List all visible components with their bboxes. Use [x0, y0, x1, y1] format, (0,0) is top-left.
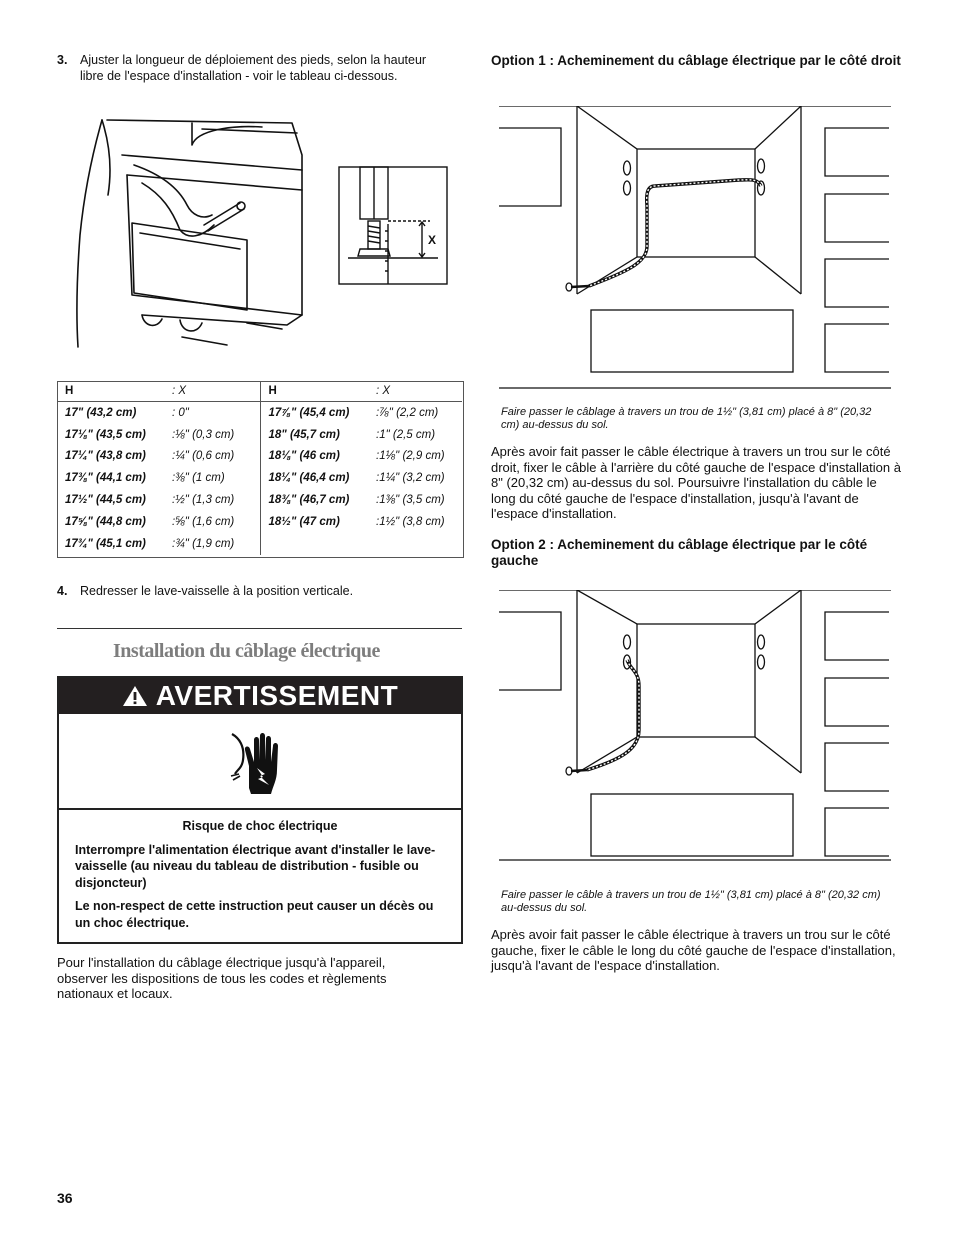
warning-line-1: Interrompre l'alimentation électrique avant d'installer le lave-vaisselle (au niveau du tableau de distribution - fusible ou disjoncteur) — [75, 842, 436, 890]
table-cell-x: :1" (2,5 cm) — [376, 428, 436, 441]
table-cell-h: 17½" (44,5 cm) — [65, 494, 146, 507]
option-2-title: Option 2 : Acheminement du câblage électrique par le côté gauche — [491, 537, 868, 568]
table-cell-h: 17¼" (43,8 cm) — [65, 450, 146, 463]
table-cell-h: 17⅜" (44,1 cm) — [65, 472, 146, 485]
table-cell-h: 18½" (47 cm) — [260, 511, 368, 533]
table-cell-x: :⅝" (1,6 cm) — [172, 515, 235, 528]
step-3-number: 3. — [57, 53, 68, 67]
step-4-text: Redresser le lave-vaisselle à la position verticale. — [80, 584, 354, 598]
option-1-caption: Faire passer le câblage à travers un trou de 1½" (3,81 cm) placé à 8" (20,32 cm) au-dessus du sol. — [501, 406, 872, 431]
table-row — [57, 511, 462, 533]
table-header-h1: H — [57, 381, 164, 402]
option-2-caption: Faire passer le câble à travers un trou de 1½" (3,81 cm) placé à 8" (20,32 cm) au-dessus du sol. — [501, 889, 881, 914]
table-header-row — [57, 381, 462, 402]
table-cell-h: 17⅞" (45,4 cm) — [260, 402, 368, 424]
table-cell-x — [368, 533, 462, 555]
table-cell-h: 17⅝" (44,8 cm) — [65, 515, 146, 528]
table-cell-h: 18¼" (46,4 cm) — [260, 467, 368, 489]
page-number: 36 — [57, 1190, 73, 1206]
table-cell-x: :1⅜" (3,5 cm) — [376, 494, 445, 507]
table-cell-x: :⅛" (0,3 cm) — [172, 428, 235, 441]
table-cell-x: :1½" (3,8 cm) — [376, 515, 445, 528]
leg-detail-diagram — [338, 166, 448, 286]
table-cell-h: 18⅜" (46,7 cm) — [260, 489, 368, 511]
table-cell-x: :¼" (0,6 cm) — [172, 450, 235, 463]
step-4-number: 4. — [57, 584, 68, 598]
warning-text-panel — [59, 810, 461, 931]
leg-x-label: X — [428, 233, 437, 247]
table-header-x1: : X — [164, 381, 260, 402]
warning-line-2: Le non-respect de cette instruction peut causer un décès ou un choc électrique. — [75, 899, 434, 930]
option-2-cabinet-diagram — [499, 590, 891, 872]
table-cell-h: 18⅛" (46 cm) — [260, 446, 368, 468]
table-row — [57, 489, 462, 511]
table-cell-x: :¾" (1,9 cm) — [172, 537, 235, 550]
warning-risk: Risque de choc électrique — [182, 819, 338, 833]
option-1-cabinet-diagram — [499, 106, 891, 396]
table-cell-x: :½" (1,3 cm) — [172, 494, 235, 507]
warning-header — [59, 678, 461, 714]
table-header-h2: H — [260, 381, 368, 402]
option-1-body: Après avoir fait passer le câble électrique à travers un trou sur le côté droit, fixer le câble à l'arrière du côté gauche de l'espace d'installation à 8" (20,32 cm) au-dessus du sol. Poursuivre l'installation du câble le long du côté gauche de l'espace d'installation, jusqu'à l'avant de l'espace d'installation. — [491, 444, 901, 522]
table-cell-x: :1⅛" (2,9 cm) — [376, 450, 445, 463]
table-row — [57, 533, 462, 555]
option-1-title: Option 1 : Acheminement du câblage électrique par le côté droit — [491, 53, 901, 68]
option-2-body: Après avoir fait passer le câble électrique à travers un trou sur le côté gauche, fixer le câble le long du côté gauche de l'espace d'installation, jusqu'à l'avant de l'espace d'installation. — [491, 927, 896, 974]
warning-triangle-icon — [122, 684, 148, 708]
table-row — [57, 446, 462, 468]
section-divider — [57, 628, 462, 629]
step-3-text: Ajuster la longueur de déploiement des pieds, selon la hauteur libre de l'espace d'installation - voir le tableau ci-dessous. — [80, 53, 427, 83]
height-table — [57, 381, 462, 555]
table-cell-x: :⅜" (1 cm) — [172, 472, 225, 485]
warning-box — [57, 676, 463, 944]
table-cell-h: 18" (45,7 cm) — [260, 424, 368, 446]
dishwasher-leveling-illustration — [62, 115, 322, 350]
table-cell-h: 17" (43,2 cm) — [65, 406, 137, 419]
table-cell-x: : 0" — [172, 406, 189, 419]
table-row — [57, 467, 462, 489]
table-cell-x: :⅞" (2,2 cm) — [376, 406, 439, 419]
table-header-x2: : X — [368, 381, 462, 402]
table-cell-h: 17¾" (45,1 cm) — [65, 537, 146, 550]
table-cell-h — [260, 533, 368, 555]
codes-paragraph: Pour l'installation du câblage électrique jusqu'à l'appareil, observer les dispositions de tous les codes et règlements nationaux et locaux. — [57, 955, 387, 1002]
warning-title: AVERTISSEMENT — [155, 680, 399, 711]
electric-shock-hand-icon — [229, 730, 291, 796]
table-row — [57, 424, 462, 446]
warning-icon-panel — [59, 714, 461, 810]
table-cell-h: 17⅛" (43,5 cm) — [65, 428, 146, 441]
section-title: Installation du câblage électrique — [113, 640, 380, 662]
table-cell-x: :1¼" (3,2 cm) — [376, 472, 445, 485]
table-row — [57, 402, 462, 424]
